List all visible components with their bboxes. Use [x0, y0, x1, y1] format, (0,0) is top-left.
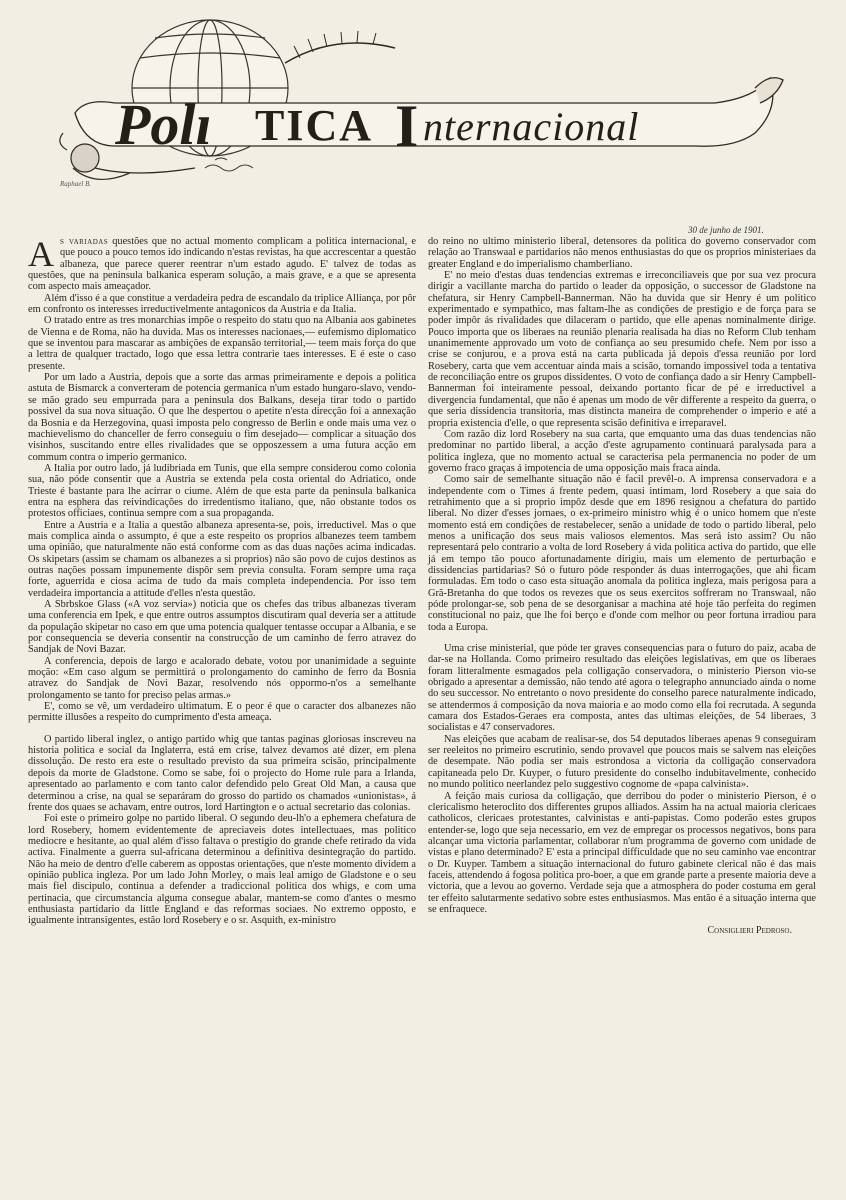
svg-text:I: I: [395, 93, 419, 159]
paragraph: Por um lado a Austria, depois que a sorte das armas primeiramente e depois a politica astuta de Bismarck a converteram de potencia germanica n'um estado hungaro-slavo, vendo-se mão grado seu empurrada para a peninsula dos Balkans, deseja tirar todo o partido possivel da sua nova situação. O que lhe despertou o apetite n'esta direcção foi a annexação da Bosnia e da Herzegovina, quasi imposta pelo congresso de Berlin e onde mais uma vez o machievelismo do chanceller de ferro conseguiu o fim desejado— complicar a situação dos visinhos, suscitando entre elles rivalidades que se opposzessem a uma futura acção em commum contra o imperio germanico.: [28, 372, 416, 463]
paragraph: do reino no ultimo ministerio liberal, detensores da politica do governo conservador com relação ao Transwaal e partidarios não menos enthusiastas do que os proprios ministeriaes da greater England e do imperialismo chamberliano.: [428, 236, 816, 270]
paragraph: O partido liberal inglez, o antigo partido whig que tantas paginas gloriosas inscreveu na historia politica e social da Inglaterra, está em crise, talvez devamos até dizer, em plena dissolução. De resto era este o resultado previsto da sua primeira scisão, principalmente depois da morte de Gladstone. Como se sabe, foi o projecto do Home rule para a Irlanda, apresentado ao parlamento e com tanto calor defendido pelo Great Old Man, a causa que determinou a crise, na qual se separáram do grosso do partido os chamados «unionistas», á frente dos quaes se achavam, entre outros, lord Hartington e o actual secretario das colonias.: [28, 733, 416, 813]
drop-cap: A: [28, 234, 54, 274]
quill-icon: [285, 31, 395, 63]
paragraph: Nas eleições que acabam de realisar-se, dos 54 deputados liberaes apenas 9 conseguiram ser reeleitos no primeiro escrutinio, sendo provavel que poucos mais se salvem nas eleições de desempate. Não podia ser mais estrondosa a victoria da colligação conservadora capitaneada pelo Dr. Kuyper, o futuro presidente do conselho indubitavelmente, conhecido no mundo politico neerlandez pelo suggestivo cognome de «papa calvinista».: [428, 733, 816, 791]
left-column: [28, 236, 416, 927]
paragraph: A Sbrbskoe Glass («A voz servia») noticia que os chefes das tribus albanezas tiveram uma conferencia em Ipek, e que entre outros assumptos discutiram qual deveria ser a attitude da população skipetar no caso em que uma potencia qualquer tentasse occupar a Albania, e se por consequencia se deveria consentir na construcção de um caminho de ferro atravez do Sandjak de Novi Bazar.: [28, 599, 416, 656]
paragraph: [28, 236, 416, 293]
paragraph: Uma crise ministerial, que póde ter graves consequencias para o futuro do paiz, acaba de dar-se na Hollanda. Como primeiro resultado das eleições legislativas, em que os liberaes foram litteralmente esmagados pela colligação conservadora, o ministerio Pierson vio-se obrigado a apresentar a demissão, não tendo até agora o telegrapho annunciado ainda o nome do seu successor. No entretanto o novo presidente do conselho parece naturalmente indicado, se attendermos á composição da nova maioria e ao modo como ella foi recrutada. A segunda camara dos Estados-Geraes era composta, antes das ultimas eleições, de 54 liberaes, 3 socialistas e 47 conservadores.: [428, 643, 816, 734]
dateline: 30 de junho de 1901.: [688, 225, 764, 235]
masthead-illustration: [55, 18, 785, 203]
paragraph-text: questões que no actual momento complicam a politica internacional, e que pouco a pouco temos ido indicando n'estas revistas, ha que accrescentar a questão albaneza, que parece querer reentrar n'um estado agudo. E' talvez de todas as questões, que na peninsula balkanica esperam solução, a mais grave, e a que se apresenta com aspecto mais ameaçador.: [28, 236, 416, 293]
paragraph: Foi este o primeiro golpe no partido liberal. O segundo deu-lh'o a ephemera chefatura de lord Rosebery, homem evidentemente de apreciaveis dotes intellectuaes, mas politico mediocre e hesitante, ao qual além d'isso faltava o prestigio do grande chefe retirado da vida activa. Finalmente a guerra sul-africana determinou a definitiva desintegração do partido. Não ha meio de dentro d'elle caberem as oppostas orientações, que n'este momento dividem a opinião publica ingleza. Por um lado John Morley, o mais leal amigo de Gladstone e o seu mais fiel discipulo, continua a defender a tradiccional politica dos whigs, e com uma pertinacia, que circumstancia alguma consegue abalar, mantem-se como d'antes o mesmo enthusiasta partidario da little England e das reformas sociaes. No extremo opposto, e igualmente intransigentes, estão lord Rosebery e o sr. Asquith, ex-ministro: [28, 813, 416, 927]
paragraph: Como sair de semelhante situação não é facil prevêl-o. A imprensa conservadora e a independente com o Times á frente pedem, quasi intimam, lord Rosebery a que saia do retrahimento que a si proprio impôz desde que em 1896 resignou a chefatura do partido liberal. No dizer d'esses jornaes, o ex-primeiro ministro whig é o unico homem que n'este momento está em condições de restabelecer, senão a unidade de todo o partido liberal, pelo menos a unificação dos seus mais valiosos elementos. Mas será isto assim? Ou não representará pelo contrario a volta de lord Rosebery á vida politica activa do partido, que elle já em tempo tão pouco afortunadamente dirigiu, mais um elemento de perturbação e dissidencias partidarias? Só o futuro póde responder ás duas interrogações, que ahi ficam formuladas. Em todo o caso esta situação anomala da politica ingleza, mais perigosa para a Grã-Bretanha do que todos os revezes que os seus exercitos soffreram no Transwaal, não póde prolongar-se, sob pena de se desorganisar a machina até hoje tão perfeita do regimen constitucional no paiz, que lhe foi berço e d'onde com melhor ou peor fortuna irradiou para toda a Europa.: [428, 474, 816, 633]
svg-text:nternacional: nternacional: [423, 104, 640, 149]
paragraph: E', como se vê, um verdadeiro ultimatum. E o peor é que o caracter dos albanezes não permitte illusões a respeito do cumprimento d'esta ameaça.: [28, 701, 416, 724]
author-signature: Consiglieri Pedroso.: [707, 925, 792, 937]
paragraph: A conferencia, depois de largo e acalorado debate, votou por unanimidade a seguinte moção: «Em caso algum se permittirá o prolongamento do caminho de ferro da Bosnia atravez do Sandjak de Novi Bazar, resolvendo nós oppormo-n'os a semelhante prolongamento se tanto for preciso pelas armas.»: [28, 655, 416, 701]
paragraph: Além d'isso é a que constitue a verdadeira pedra de escandalo da triplice Alliança, por pôr em confronto os interesses irreductivelmente antagonicos da Austria e da Italia.: [28, 292, 416, 316]
paragraph: O tratado entre as tres monarchias impõe o respeito do statu quo na Albania aos gabinetes de Vienna e de Roma, não ha duvida. Mas os interesses nacionaes,— eufemismo diplomatico que se inventou para mascarar as ambições de expansão territorial,— teem mais força do que a lettra de qualquer tractado, logo que essa lettra contrarie taes interesses. E é este o caso presente.: [28, 315, 416, 372]
paragraph: Com razão diz lord Rosebery na sua carta, que emquanto uma das duas tendencias não predominar no partido liberal, a acção d'este agrupamento continuará paralysada para a politica ingleza, que no momento actual se caracterisa pela permanencia no poder de um governo fraco graças á impotencia de uma opposição mais fraca ainda.: [428, 428, 816, 474]
lead-in: s variadas: [60, 236, 109, 247]
masthead: [55, 18, 785, 203]
paragraph: A Italia por outro lado, já ludibriada em Tunis, que ella sempre considerou como colonia sua, não póde consentir que a Austria se extenda pela costa oriental do Adriatico, onde Trieste é bastante para lhe acirrar o ciume. Além de que esta parte da peninsula balkanica entra na esphera das reivindicações do irredentismo italiano, que, não obstante todos os protestos officiaes, continua sempre com a sua propaganda.: [28, 462, 416, 520]
paragraph: E' no meio d'estas duas tendencias extremas e irreconciliaveis que por sua vez procura dirigir a vacillante marcha do partido o leader da opposição, o successor de Gladstone na chefatura, sir Henry Campbell-Bannerman. Não ha duvida que sir Henry é um politico experimentado e sympathico, mas faltam-lhe as condições de prestigio e de força para se poder impôr ás rivalidades que dilaceram o partido, que elle apenas nominalmente dirige. Pouco importa que os liberaes na reunião plenaria realisada ha dias no Reform Club tenham unanimemente approvado um voto de confiança ao seu presumido chefe. Nem por isso a crise se conjurou, e a prova está na carta publicada já depois d'essa reunião por lord Rosebery, carta que vem accentuar ainda mais a scisão, tornando impossivel toda a tentativa de reconciliação entre os grupos dissidentes. O voto de confiança dado a sir Henry Campbell-Bannerman foi inteiramente pessoal, deixando portanto ficar de pé e irreductivel a divergencia fundamental, que não é apenas um modo de vêr differente a respeito da guerra, o que seria dissidencia transitoria, mas distincta maneira de comprehender o imperio e até a propria existencia d'elle, o que representa scisão definitiva e irreparavel.: [428, 270, 816, 429]
right-column: [428, 236, 816, 937]
paragraph: Entre a Austria e a Italia a questão albaneza apresenta-se, pois, irreductivel. Mas o que mais complica ainda o assumpto, é que a este respeito os proprios albanezes teem tambem uma opinião, que naturalmente não está conforme com as das duas nações acima indicadas. Os skipetars (assim se chamam os albanezes a si proprios) não são povo de cujos destinos as outras nações possam impunemente dispôr sem previa consulta. Foram sempre uma raça forte, aguerrida e ciosa acima de tudo da mais completa independencia. Por isso tem verdadeira importancia a attitude d'elles n'esta questão.: [28, 519, 416, 599]
illustrator-signature: Raphael B.: [60, 180, 92, 188]
paragraph: A feição mais curiosa da colligação, que derribou do poder o ministerio Pierson, é o clericalismo heteroclito dos differentes grupos alliados. Assim ha na actual maioria clericaes catholicos, clericaes protestantes, calvinistas e anti-papistas. Como poderão estes grupos entender-se, logo que seja necessario, em vez de empregar os processos negativos, bons para alcançar uma victoria parlamentar, collaborar n'um programma de governo com unidade de vistas e plano determinado? E' esta a principal difficuldade que no seu caminho vae encontrar o Dr. Kuyper. Tambem a situação internacional do futuro gabinete clerical não é das mais faceis, attendendo á fogosa politica pro-boer, a que em grande parte a presente maioria deve a victoria, que a levou ao governo. Verdade seja que a atmosphera do poder costuma em geral ter effeito salutarmente sedativo sobre estes enthusiasmos. Mas então é a situação interna que se enfraquece.: [428, 790, 816, 915]
svg-text:Polı: Polı: [115, 92, 212, 157]
foliage-ornament: [205, 158, 253, 171]
svg-text:TICA: TICA: [255, 101, 374, 150]
